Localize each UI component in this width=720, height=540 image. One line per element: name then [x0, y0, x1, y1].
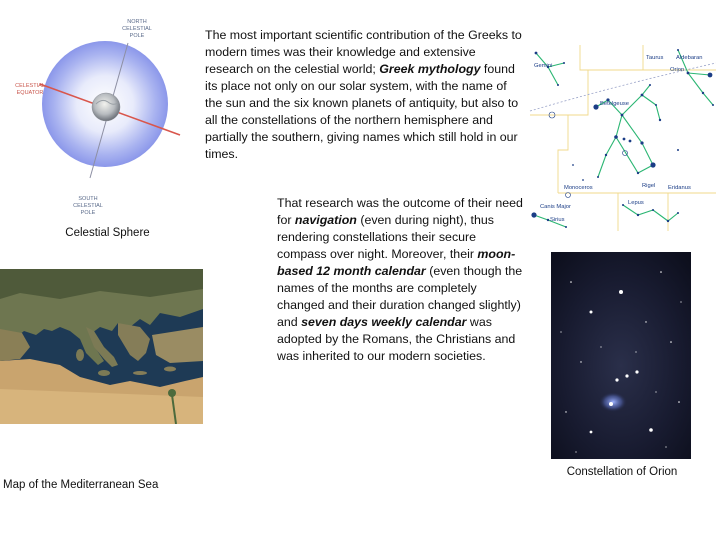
- orion-caption: Constellation of Orion: [566, 466, 678, 478]
- label-gemini: Gemini: [534, 63, 553, 69]
- label-orion: Orion: [670, 67, 685, 73]
- label-monoceros: Monoceros: [564, 185, 593, 191]
- paragraph-greek-contribution: [205, 27, 525, 163]
- equator-label-2: EQUATOR: [16, 90, 44, 96]
- paragraph-2-emphasis-navigation: navigation: [294, 213, 357, 227]
- label-canis-major: Canis Major: [540, 204, 571, 210]
- orion-night-sky-photo: [551, 252, 691, 459]
- label-lepus: Lepus: [628, 200, 644, 206]
- label-sirius: Sirius: [550, 217, 565, 223]
- south-pole-label-3: POLE: [80, 210, 96, 216]
- earth-globe: [92, 93, 120, 121]
- north-pole-label-2: CELESTIAL: [122, 26, 152, 32]
- label-eridanus: Eridanus: [668, 185, 691, 191]
- paragraph-1-emphasis-mythology: Greek mythology: [379, 62, 481, 76]
- paragraph-2-emphasis-moon-calendar: moon-based 12 month calendar: [277, 247, 516, 278]
- celestial-sphere-diagram: [0, 0, 200, 225]
- north-pole-label-3: POLE: [129, 33, 145, 39]
- paragraph-2-text-b: (even during night), thus rendering constellations their secure compass over night. Moreover, their: [277, 213, 494, 261]
- paragraph-2-text-c: (even though the names of the months are completely changed and their duration changed slightly) and: [277, 264, 523, 329]
- equator-label-1: CELESTIAL: [15, 83, 45, 89]
- label-aldebaran: Aldebaran: [676, 55, 703, 61]
- paragraph-1-text-b: found its place not only on our solar system, with the name of the sun and the six known planets of antiquity, but also to all the constellations of the northern hemisphere and partially the southern, giving names which still hold in our times.: [205, 62, 519, 161]
- south-pole-label-2: CELESTIAL: [73, 203, 103, 209]
- label-rigel: Rigel: [642, 183, 656, 189]
- paragraph-2-text-d: was adopted by the Romans, the Christians and was inherited to our modern societies.: [277, 315, 516, 363]
- label-betelgeuse: Betelgeuse: [600, 101, 630, 107]
- south-pole-label-1: SOUTH: [78, 196, 98, 202]
- paragraph-1-text-a: The most important scientific contribution of the Greeks to modern times was their knowledge and extensive research on the celestial world;: [205, 28, 522, 76]
- paragraph-navigation-calendar: [277, 195, 527, 365]
- sphere-caption: Celestial Sphere: [65, 227, 150, 239]
- map-caption: Map of the Mediterranean Sea: [3, 479, 159, 491]
- orion-nebula: [599, 392, 627, 412]
- paragraph-2-emphasis-weekly-calendar: seven days weekly calendar: [301, 315, 467, 329]
- mediterranean-satellite-map: [0, 269, 203, 424]
- paragraph-2-text-a: That research was the outcome of their need for: [277, 196, 523, 227]
- orion-star-chart: [528, 45, 716, 231]
- label-taurus: Taurus: [646, 55, 664, 61]
- north-pole-label-1: NORTH: [127, 19, 147, 25]
